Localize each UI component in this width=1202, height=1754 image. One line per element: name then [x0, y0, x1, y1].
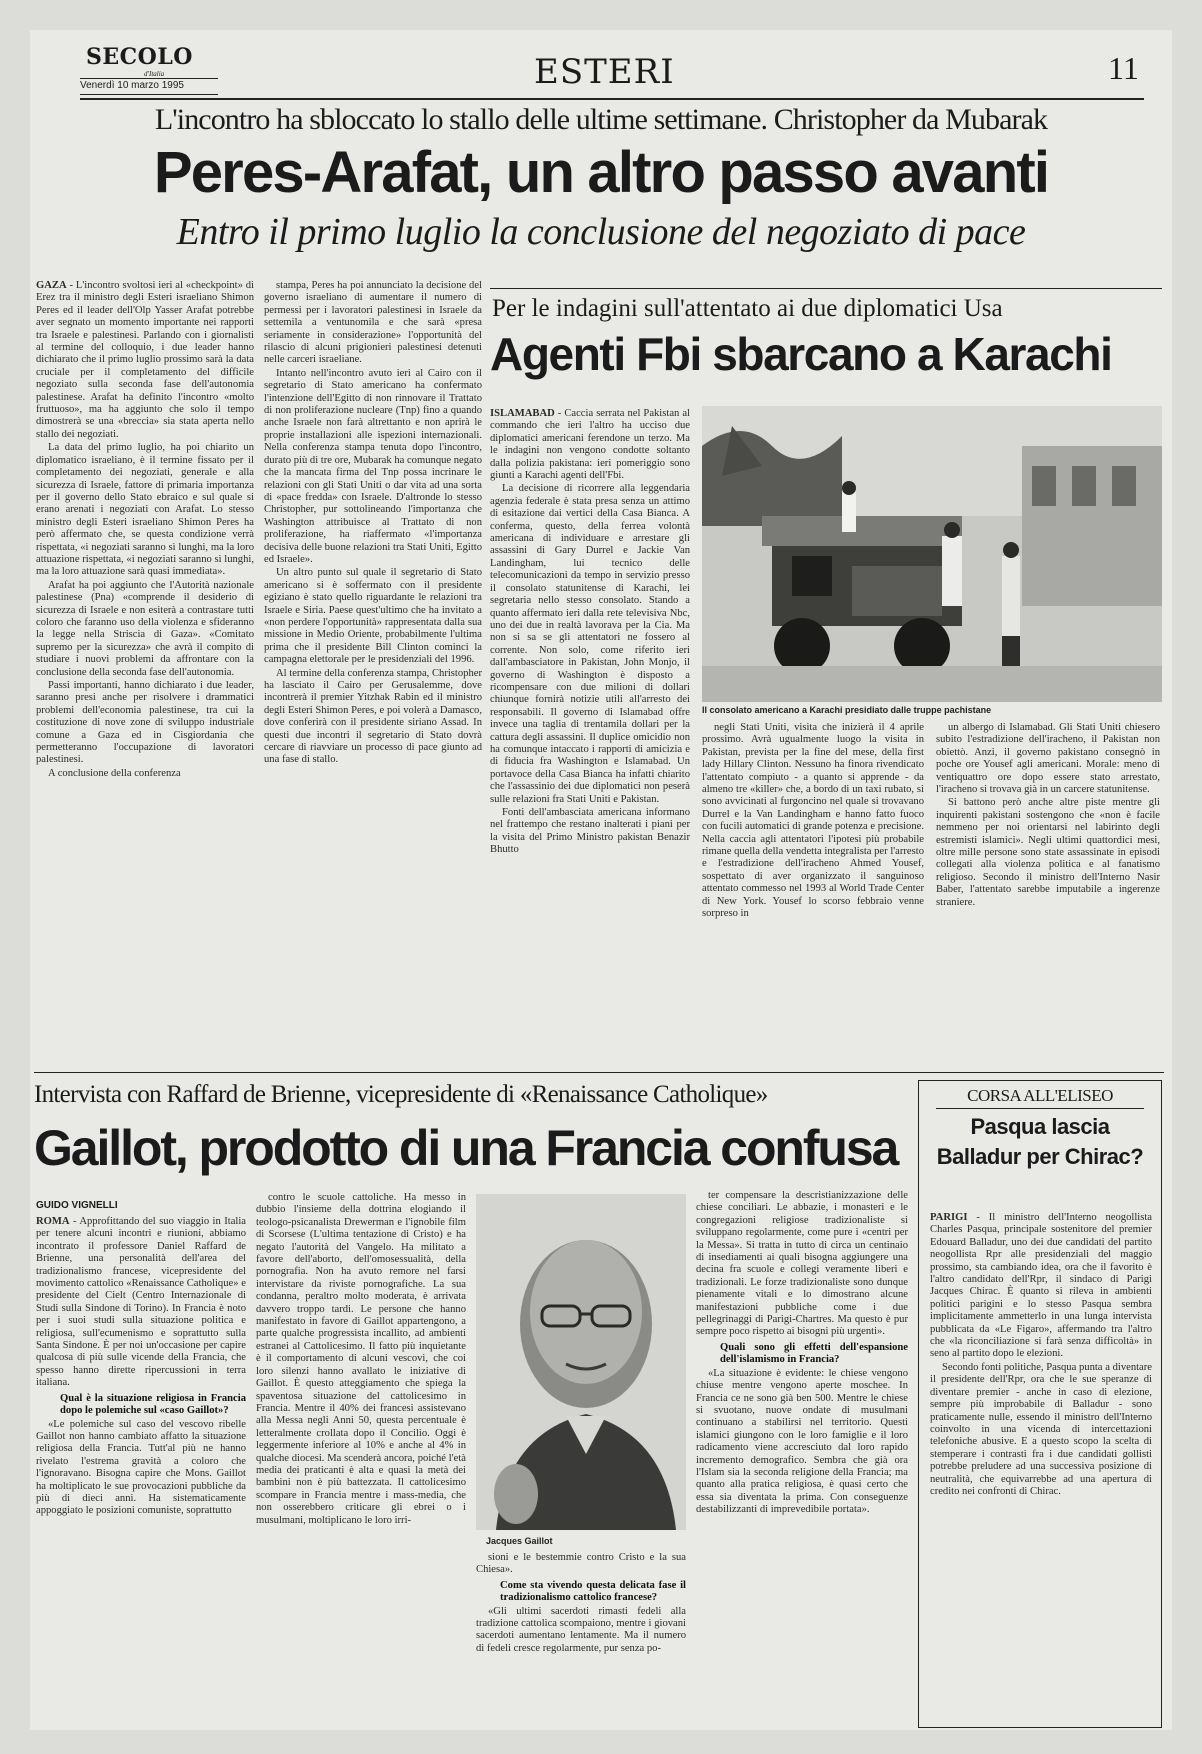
consulate-photo: [702, 406, 1162, 702]
paragraph-text: «Le polemiche sul caso del vescovo ribelle Gaillot non hanno cambiato affatto la situazione religiosa della Francia. Tutt'al più ne hanno rivelato l'estrema gravità a coloro che l'ignoravano. Bisogna capire che Mons. Gaillot ha moltiplicato le sue provocazioni pubbliche da più di dieci anni. Ha sistematicamente appoggiato le posizioni comuniste, soprattutto: [36, 1418, 246, 1517]
article-paragraph: [476, 1552, 686, 1577]
article-paragraph: [490, 408, 690, 482]
paper-name: SECOLO: [86, 44, 193, 70]
paragraph-text: La decisione di ricorrere alla leggendaria agenzia federale è stata presa senza un attimo di esitazione dai vertici della Casa Bianca. A conferma, questo, della ferrea volontà americana di individuare e arrestare gli assassini di Gary Durrel e Jackie Van Landingham, lui tecnico delle telecomunicazioni da tempo in servizio presso il consolato statunitense di Karachi, lei segretaria nello stesso consolato. Stando a quanto affermato ieri dalla rete televisiva Nbc, uno dei due in realtà lavorava per la Cia. Ma non si sa se gli attentatori ne fossero al corrente. Non solo, come riferito ieri dall'ambasciatore in Pakistan, John Monjo, il governo di Washington è disposto a ricompensare con due milioni di dollari chiunque fornirà notizie utili all'arresto dei responsabili. Il governo di Islamabad offre invece una taglia di trentamila dollari per la cattura degli assassini. Il duplice omicidio non ha comunque intaccato i rapporti di amicizia e di fiducia fra Washington e Islamabad. Un portavoce della Casa Bianca ha infatti chiarito che l'assassinio dei due diplomatici non peserà sulle relazioni fra Stati Uniti e Pakistan.: [490, 483, 690, 805]
karachi-headline: Agenti Fbi sbarcano a Karachi: [490, 328, 1112, 380]
section-separator: [34, 1072, 1164, 1073]
article-paragraph: [264, 668, 482, 767]
article-paragraph: [256, 1192, 466, 1527]
karachi-rule-top: [490, 288, 1162, 289]
article-paragraph: [36, 280, 254, 441]
masthead-rule: [80, 98, 1144, 100]
paragraph-text: sioni e le bestemmie contro Cristo e la sua Chiesa».: [476, 1552, 686, 1576]
paragraph-text: Passi importanti, hanno dichiarato i due leader, saranno presi anche per risolvere i drammatici problemi dell'economia palestinese, tra cui la costituzione di nove zone di sviluppo industriale comune a Gaza ed in Cisgiordania che permetteranno l'occupazione di lavoratori palestinesi.: [36, 680, 254, 766]
interview-question: [60, 1393, 246, 1418]
paragraph-text: - Caccia serrata nel Pakistan al commando che ieri l'altro ha ucciso due diplomatici americani ferendone un terzo. Ma le indagini non vengono condotte soltanto dalla polizia pakistana: ieri pomeriggio sono giunti a Karachi agenti dell'Fbi.: [490, 408, 690, 482]
eliseo-label: CORSA ALL'ELISEO: [967, 1086, 1113, 1105]
dateline: ISLAMABAD: [490, 408, 555, 419]
gaillot-byline: GUIDO VIGNELLI: [36, 1200, 118, 1211]
interview-question: [500, 1580, 686, 1605]
gaillot-portrait: [476, 1194, 686, 1530]
article-paragraph: [36, 768, 254, 780]
newspaper-page: [30, 30, 1172, 1730]
gaillot-headline: Gaillot, prodotto di una Francia confusa: [34, 1120, 898, 1176]
article-paragraph: [930, 1212, 1152, 1361]
consulate-photo-caption: Il consolato americano a Karachi presidiato dalle truppe pachistane: [702, 705, 992, 715]
gaillot-column-3: [476, 1552, 686, 1726]
paragraph-text: Qual è la situazione religiosa in Francia dopo le polemiche sul «caso Gaillot»?: [60, 1392, 246, 1417]
dateline: ROMA: [36, 1216, 70, 1227]
article-paragraph: [264, 567, 482, 666]
article-paragraph: [36, 1216, 246, 1390]
lead-subhead: Entro il primo luglio la conclusione del negoziato di pace: [176, 211, 1026, 253]
article-paragraph: [36, 580, 254, 679]
paragraph-text: La data del primo luglio, ha poi chiarito un diplomatico israeliano, è il termine fissato per il completamento dei negoziati, generale e alla sicurezza di Israele, fattore di primaria importanza per il governo dello Stato ebraico e sul quale si erano arenati i negoziati con Arafat. Lo stesso ministro degli Esteri israeliano Shimon Peres ha però affermato che, se questa condizione verrà rispettata, «i negoziati saranno sì lunghi, ma la loro attuazione rispettata, «i negoziati saranno sì lunghi, ma la loro attuazione sarà quasi immediata».: [36, 442, 254, 578]
gaillot-column-1: [36, 1216, 246, 1726]
interview-question: [720, 1342, 908, 1367]
article-paragraph: [264, 368, 482, 567]
paragraph-text: contro le scuole cattoliche. Ha messo in dubbio l'insieme della dottrina elogiando il teologo-psicanalista Drewerman e l'ignobile film di Scorsese (L'ultima tentazione di Cristo) e ha negato l'autorità del Vangelo. Ha militato a favore dell'aborto, dell'omosessualità, della pornografia. Non ha avuto remore nel farsi intervistare da riviste pornografiche. La sua condanna, peraltro molto moderata, è arrivata davvero troppo tardi. Le persone che hanno manifestato in favore di Gaillot appartengono, a parte qualche progressista incallito, ad ambienti estranei al Cattolicesimo. Il fatto più inquietante è il comportamento di alcuni vescovi, che coi loro silenzi hanno avallato le iniziative di Gaillot. È questo atteggiamento che spiega la spaventosa situazione del cattolicesimo in Francia. Mentre il 40% dei francesi assistevano alla Messa negli Anni 50, questa percentuale è letteralmente crollata dopo il Concilio. Oggi è leggermente inferiore al 10% e anche al 4% in qualche diocesi. Ma scenderà ancora, poiché l'età media dei praticanti è alta e quasi la metà dei bambini non è più battezzata. Il cattolicesimo scompare in Francia mentre i mass-media, che non osserebbero criticare gli ebrei o i musulmani, moltiplicano le loro irri-: [256, 1192, 466, 1526]
paragraph-text: un albergo di Islamabad. Gli Stati Uniti chiesero subito l'estradizione dell'iracheno, il Pakistan non obiettò. Anzi, il governo pakistano consegnò in poche ore Yousef agli americani. Morale: meno di ventiquattro ore dopo essere stato arrestato, l'iracheno si trovava già in un carcere statunitense.: [936, 722, 1160, 796]
issue-date: Venerdì 10 marzo 1995: [80, 80, 184, 91]
masthead: [44, 36, 1144, 98]
article-paragraph: [36, 442, 254, 578]
gaillot-column-2: [256, 1192, 466, 1726]
article-paragraph: [936, 797, 1160, 909]
article-paragraph: [36, 680, 254, 767]
dateline: PARIGI: [930, 1212, 968, 1223]
paragraph-text: Fonti dell'ambasciata americana informano nel frattempo che restano inalterati i piani per la visita del Primo Ministro pakistan Benazir Bhutto: [490, 807, 690, 856]
karachi-column-1: [490, 408, 690, 1068]
lead-column-1: [36, 280, 254, 1060]
dateline: GAZA: [36, 280, 67, 291]
paragraph-text: stampa, Peres ha poi annunciato la decisione del governo israeliano di aumentare il numero di permessi per i lavoratori palestinesi in Israele da settemila a ventunomila e che sarà «presa seriamente in considerazione» l'opportunità del rilascio di alcuni prigionieri palestinesi detenuti nelle carceri israeliane.: [264, 280, 482, 366]
eliseo-label-rule: [936, 1108, 1144, 1109]
eliseo-headline: Pasqua lascia Balladur per Chirac?: [936, 1114, 1144, 1169]
paragraph-text: «Gli ultimi sacerdoti rimasti fedeli alla tradizione cattolica scompaiono, mentre i giovani sacerdoti aumentano lentamente. Ma il numero di fedeli cresce regolarmente, pur senza po-: [476, 1605, 686, 1654]
article-paragraph: [702, 722, 924, 921]
article-paragraph: [696, 1368, 908, 1517]
masthead-rule-top: [80, 78, 218, 79]
paragraph-text: ter compensare la descristianizzazione delle chiese conciliari. Le abbazie, i monasteri e le congregazioni religiose tradizionaliste si sviluppano regolarmente, come pure i «centri per la Messa». Si tratta in tutto di circa un centinaio di insediamenti ai quali bisogna aggiungere una decina fra scuole e collegi veramente liberi e tradizionali. Le forze tradizionaliste sono dunque pienamente vitali e lo dimostrano alcune manifestazioni pubbliche come i due pellegrinaggi di Parigi-Chartres. Ma questo è pur sempre poco rispetto ai bisogni più urgenti».: [696, 1190, 908, 1338]
paragraph-text: - Approfittando del suo viaggio in Italia per tenere alcuni incontri e riunioni, abbiamo incontrato il professore Daniel Raffard de Brienne, una personalità dell'area del tradizionalismo francese, vicepresidente del movimento cattolico «Renaissance Catholique» e presidente del Cielt (Centro Internazionale di Studi sulla Sindone di Torino). In Francia è noto per i suoi studi sulla situazione politica e religiosa, sull'ecumenismo e soprattutto sulla Santa Sindone. È per noi un'occasione per capire qualcosa di più sulle vicende della Francia, che spesso hanno dirette ripercussioni in terra italiana.: [36, 1216, 246, 1389]
paper-subtitle: d'Italia: [144, 70, 165, 78]
paragraph-text: A conclusione della conferenza: [48, 767, 181, 779]
paragraph-text: Quali sono gli effetti dell'espansione dell'islamismo in Francia?: [720, 1341, 908, 1366]
paragraph-text: Arafat ha poi aggiunto che l'Autorità nazionale palestinese (Pna) «comprende il desiderio di sicurezza di Israele e non esiterà a contrastare tutti coloro che faranno uso della violenza e sfideranno la legge nella Striscia di Gaza». «Comitato supremo per la sicurezza» che avrà il compito di studiare i nuovi problemi da affrontare con la conclusione della seconda fase dell'autonomia.: [36, 579, 254, 678]
article-paragraph: [936, 722, 1160, 796]
section-name: ESTERI: [534, 52, 675, 92]
karachi-kicker: Per le indagini sull'attentato ai due diplomatici Usa: [492, 295, 1003, 322]
article-paragraph: [36, 1419, 246, 1518]
paragraph-text: Come sta vivendo questa delicata fase il tradizionalismo cattolico francese?: [500, 1579, 686, 1604]
paragraph-text: Un altro punto sul quale il segretario di Stato americano si è soffermato con il presidente egiziano è stato quello riguardante le relazioni tra Israele e Siria. Paese quest'ultimo che ha invitato a «non perdere l'opportunità» rappresentata dalla sua missione in Medio Oriente, probabilmente l'ultima prima che il presidente Bill Clinton cominci la campagna elettorale per le presidenziali del 1996.: [264, 567, 482, 666]
gaillot-portrait-image: [476, 1194, 686, 1530]
paragraph-text: Si battono però anche altre piste mentre gli inquirenti pakistani sostengono che «non è facile nemmeno per noi orientarsi nel labirinto degli estremisti islamici». Negli ultimi quattordici mesi, oltre mille persone sono state assassinate in episodi collegati alla violenza politica e al fanatismo religioso. Secondo il ministro dell'Interno Nasir Baber, l'attentato sarebbe imputabile a ingerenze straniere.: [936, 797, 1160, 908]
article-paragraph: [696, 1190, 908, 1339]
article-paragraph: [490, 483, 690, 806]
paragraph-text: Intanto nell'incontro avuto ieri al Cairo con il segretario di Stato americano ha confermato l'intenzione dell'Egitto di non rinnovare il Trattato di non proliferazione nucleare (Tnp) fino a quando anche Israele non farà altrettanto e non aprirà le proprie installazioni alle ispezioni internazionali. Nella conferenza stampa tenuta dopo l'incontro, durato più di tre ore, Mubarak ha comunque negato che la mancata firma del Tnp possa incrinare le relazioni con gli Stati Uniti o dar vita ad una sorta di «pace fredda» con Israele. D'altronde lo stesso Christopher, pur sottolineando l'importanza che Washington attribuisce al Trattato di non proliferazione, ha riaffermato «l'importanza decisiva delle buone relazioni tra Stati Uniti, Egitto ed Israele».: [264, 367, 482, 565]
karachi-column-2: [702, 722, 924, 1068]
article-paragraph: [930, 1362, 1152, 1498]
gaillot-photo-caption: Jacques Gaillot: [486, 1536, 553, 1546]
paragraph-text: Secondo fonti politiche, Pasqua punta a diventare il presidente dell'Rpr, ora che le sue speranze di diventare premier - anche in caso di elezione, sempre più improbabile di Balladur - sono praticamente nulle, essendo il ministro dell'Interno coinvolto in una vicenda di intercettazioni telefoniche abusive. E a questo scopo la scelta di stemperare i contrasti fra i due candidati gollisti potrebbe preludere ad una successiva posizione di neutralità, che equivarrebbe ad una apertura di credito nei confronti di Chirac.: [930, 1361, 1152, 1497]
paragraph-text: «La situazione è evidente: le chiese vengono chiuse mentre vengono aperte moschee. In Francia ce ne sono già ben 500. Mentre le chiese si svuotano, nuove ondate di musulmani continuano a stabilirsi nel territorio. Questi islamici giungono con le loro famiglie e il loro radicamento viene accresciuto dal loro rapido incremento demografico. Sembra che già ora l'Islam sia la seconda religione della Francia; ma quanto alla pratica religiosa, è quasi certo che essa sia diventata la prima. Con conseguenze destabilizzanti di imprevedibile portata».: [696, 1367, 908, 1516]
article-paragraph: [490, 807, 690, 857]
page-number: 11: [1108, 50, 1139, 86]
consulate-photo-image: [702, 406, 1162, 702]
paragraph-text: Al termine della conferenza stampa, Christopher ha lasciato il Cairo per Gerusalemme, dove incontrerà il premier Yitzhak Rabin ed il ministro degli Esteri Shimon Peres, e poi volerà a Damasco, dove conferirà con il presidente siriano Assad. In questi due incontri il segretario di Stato dovrà cercare di riavviare un processo di pace giunto ad una fase di stallo.: [264, 667, 482, 766]
gaillot-kicker: Intervista con Raffard de Brienne, vicepresidente di «Renaissance Catholique»: [34, 1081, 768, 1108]
paragraph-text: - Il ministro dell'Interno neogollista Charles Pasqua, principale sostenitore del premier Edouard Balladur, uno dei due candidati del partito neogollista Rpr alle presidenziali del maggio prossimo, sta cambiando idea, ora che il favorito è l'altro candidato dell'Rpr, il sindaco di Parigi Jacques Chirac. È quanto si rileva in ambienti politici parigini e lo stesso Pasqua sembra implicitamente ammetterlo in una lunga intervista pubblicata da «Le Figaro», affermando tra l'altro che «la riconciliazione si farà senza difficoltà» in seno al partito dopo le elezioni.: [930, 1212, 1152, 1360]
lead-kicker: L'incontro ha sbloccato lo stallo delle ultime settimane. Christopher da Mubarak: [154, 103, 1048, 136]
eliseo-column: [930, 1212, 1152, 1720]
article-paragraph: [476, 1606, 686, 1656]
lead-column-2: [264, 280, 482, 1060]
karachi-column-3: [936, 722, 1160, 1068]
gaillot-column-4: [696, 1190, 908, 1726]
lead-headline: Peres-Arafat, un altro passo avanti: [153, 140, 1049, 205]
paragraph-text: negli Stati Uniti, visita che inizierà il 4 aprile prossimo. Avrà ugualmente luogo la visita in Pakistan, prevista per la fine del mese, della first lady Hillary Clinton. Nessuno ha finora rivendicato l'attentato compiuto - a quanto si apprende - da almeno tre «killer» che, a bordo di un taxi rubato, si sono avvicinati al furgoncino nel quale si trovavano Durrel e la Van Landingham e hanno fatto fuoco con fucili automatici di grande potenza e precisione. Nella caccia agli attentatori l'ipotesi più probabile rimane quella della vendetta integralista per l'arresto e l'estradizione dell'iracheno Ahmed Yousef, sospettato di aver organizzato il sanguinoso attentato commesso nel 1993 al World Trade Center di New York. Yousef lo scorso febbraio venne sorpreso in: [702, 722, 924, 920]
article-paragraph: [264, 280, 482, 367]
paragraph-text: - L'incontro svoltosi ieri al «checkpoint» di Erez tra il ministro degli Esteri israeliano Shimon Peres ed il leader dell'Olp Yasser Arafat potrebbe aver segnato un momento importante nei rapporti tra Israele e palestinesi. Parlando con i giornalisti al termine del colloquio, i due leader hanno dichiarato che il primo luglio prossimo sarà la data cruciale per il completamento del difficile negoziato sulla seconda fase dell'autonomia palestinese. Arafat ha definito l'incontro «molto fruttuoso», ma ha aggiunto che solo il tempo dimostrerà se una «breccia» sia stata aperta nello stallo dei negoziati.: [36, 280, 254, 440]
masthead-rule-bottom: [80, 94, 218, 95]
